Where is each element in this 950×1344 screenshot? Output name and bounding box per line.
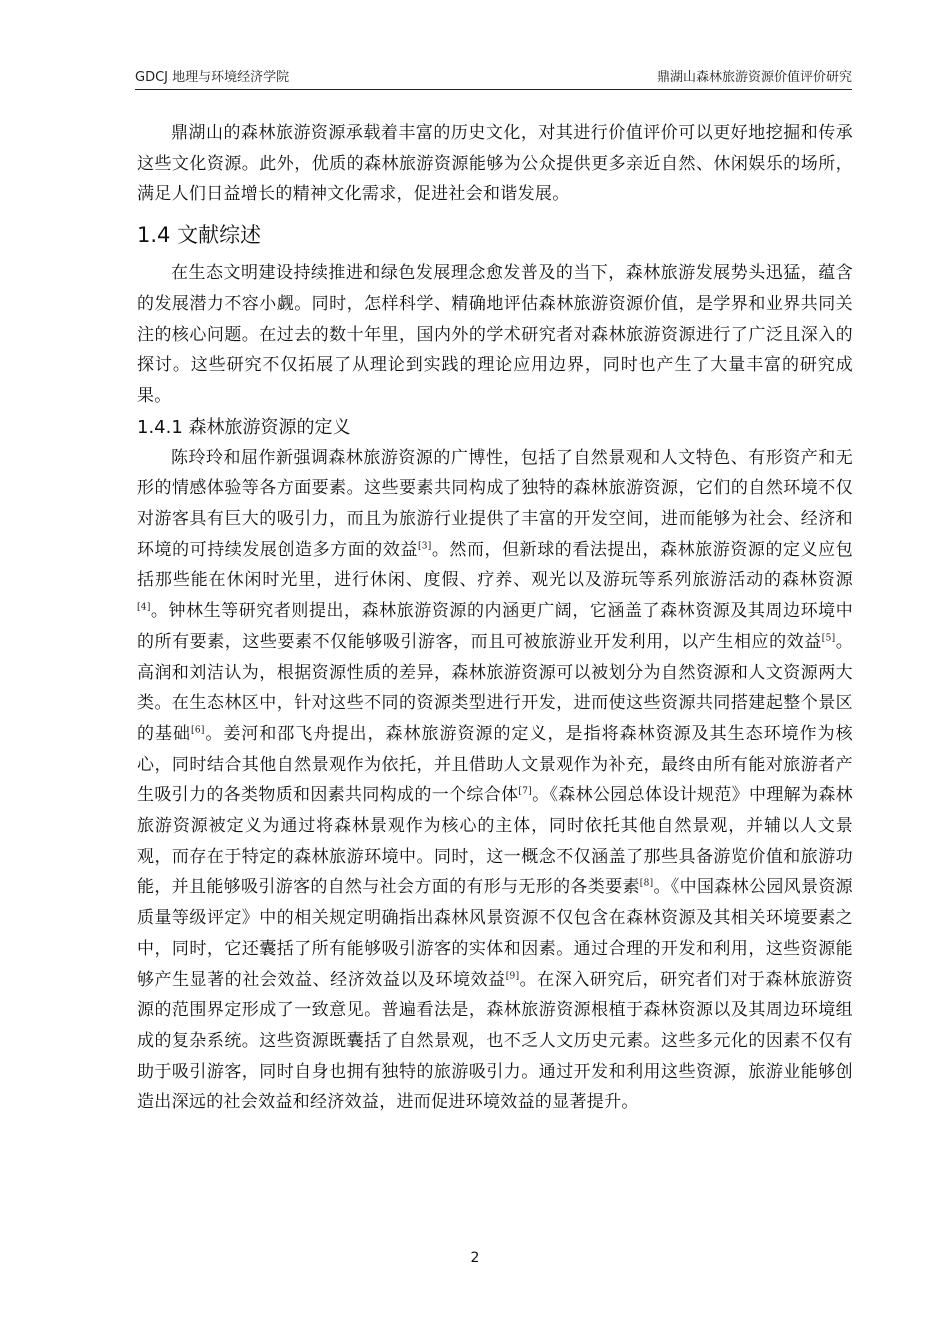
text-run: 。在深入研究后，研究者们对于森林旅游资源的范围界定形成了一致意见。普遍看法是，森林旅游资源根植于森林资源以及其周边环境组成的复杂系统。这些资源既囊括了自然景观，也不乏人文历史元素。这些多元化的因素不仅有助于吸引游客，同时自身也拥有独特的旅游吸引力。通过开发和利用这些资源，旅游业能够创造出深远的社会效益和经济效益，进而促进环境效益的显著提升。 — [137, 969, 853, 1113]
text-run: 。然而，但新球的看法提出，森林旅游资源的定义应包括那些能在休闲时光里，进行休闲、度假、疗养、观光以及游玩等系列旅游活动的森林资源 — [137, 539, 853, 591]
running-header — [135, 66, 852, 88]
paragraph-literature-intro: 在生态文明建设持续推进和绿色发展理念愈发普及的当下，森林旅游发展势头迅猛，蕴含的发展潜力不容小觑。同时，怎样科学、精确地评估森林旅游资源价值，是学界和业界共同关注的核心问题。在过去的数十年里，国内外的学术研究者对森林旅游资源进行了广泛且深入的探讨。这些研究不仅拓展了从理论到实践的理论应用边界，同时也产生了大量丰富的研究成果。 — [137, 263, 853, 406]
paragraph-cultural-value: 鼎湖山的森林旅游资源承载着丰富的历史文化，对其进行价值评价可以更好地挖掘和传承这些文化资源。此外，优质的森林旅游资源能够为公众提供更多亲近自然、休闲娱乐的场所，满足人们日益增长的精神文化需求，促进社会和谐发展。 — [137, 123, 853, 205]
text-run: 。《森林公园总体设计规范》中理解为森林旅游资源被定义为通过将森林景观作为核心的主体，同时依托其他自然景观，并辅以人文景观，而存在于特定的森林旅游环境中。同时，这一概念不仅涵盖了那些具备游览价值和旅游功能，并且能够吸引游客的自然与社会方面的有形与无形的各类要素 — [137, 785, 853, 898]
text-run: 。《中国森林公园风景资源质量等级评定》中的相关规定明确指出森林风景资源不仅包含在森林资源及其相关环境要素之中，同时，它还囊括了所有能够吸引游客的实体和因素。通过合理的开发和利用，这些资源能够产生显著的社会效益、经济效益以及环境效益 — [137, 877, 853, 990]
header-rule — [135, 89, 852, 90]
subsection-heading-definition: 1.4.1 森林旅游资源的定义 — [137, 416, 351, 438]
citation-ref-7: [7] — [518, 786, 533, 797]
text-run: 。钟林生等研究者则提出，森林旅游资源的内涵更广阔，它涵盖了森林资源及其周边环境中的所有要素，这些要素不仅能够吸引游客，而且可被旅游业开发利用，以产生相应的效益 — [137, 601, 853, 652]
page-number: 2 — [470, 1250, 480, 1266]
text-run: 。高润和刘洁认为，根据资源性质的差异，森林旅游资源可以被划分为自然资源和人文资源两大类。在生态林区中，针对这些不同的资源类型进行开发，进而使这些资源共同搭建起整个景区的基础 — [137, 631, 853, 744]
section-heading-literature-review: 1.4 文献综述 — [137, 223, 262, 248]
citation-ref-4: [4] — [137, 602, 151, 613]
citation-ref-9: [9] — [505, 970, 520, 981]
paragraph-definition — [137, 443, 853, 1118]
header-institution: GDCJ 地理与环境经济学院 — [135, 70, 290, 85]
text-run: 陈玲玲和屈作新强调森林旅游资源的广博性，包括了自然景观和人文特色、有形资产和无形的情感体验等各方面要素。这些要素共同构成了独特的森林旅游资源，它们的自然环境不仅对游客具有巨大的吸引力，而且为旅游行业提供了丰富的开发空间，进而能够为社会、经济和环境的可持续发展创造多方面的效益 — [137, 447, 853, 560]
header-thesis-title: 鼎湖山森林旅游资源价值评价研究 — [656, 70, 852, 85]
body-content — [137, 118, 853, 1118]
citation-ref-8: [8] — [639, 878, 654, 889]
citation-ref-6: [6] — [191, 725, 205, 736]
text-run: 。姜河和邵飞舟提出，森林旅游资源的定义，是指将森林资源及其生态环境作为核心，同时结合其他自然景观作为依托，并且借助人文景观作为补充，最终由所有能对旅游者产生吸引力的各类物质和因素共同构成的一个综合体 — [137, 723, 853, 806]
citation-ref-5: [5] — [821, 633, 836, 644]
citation-ref-3: [3] — [417, 541, 432, 552]
